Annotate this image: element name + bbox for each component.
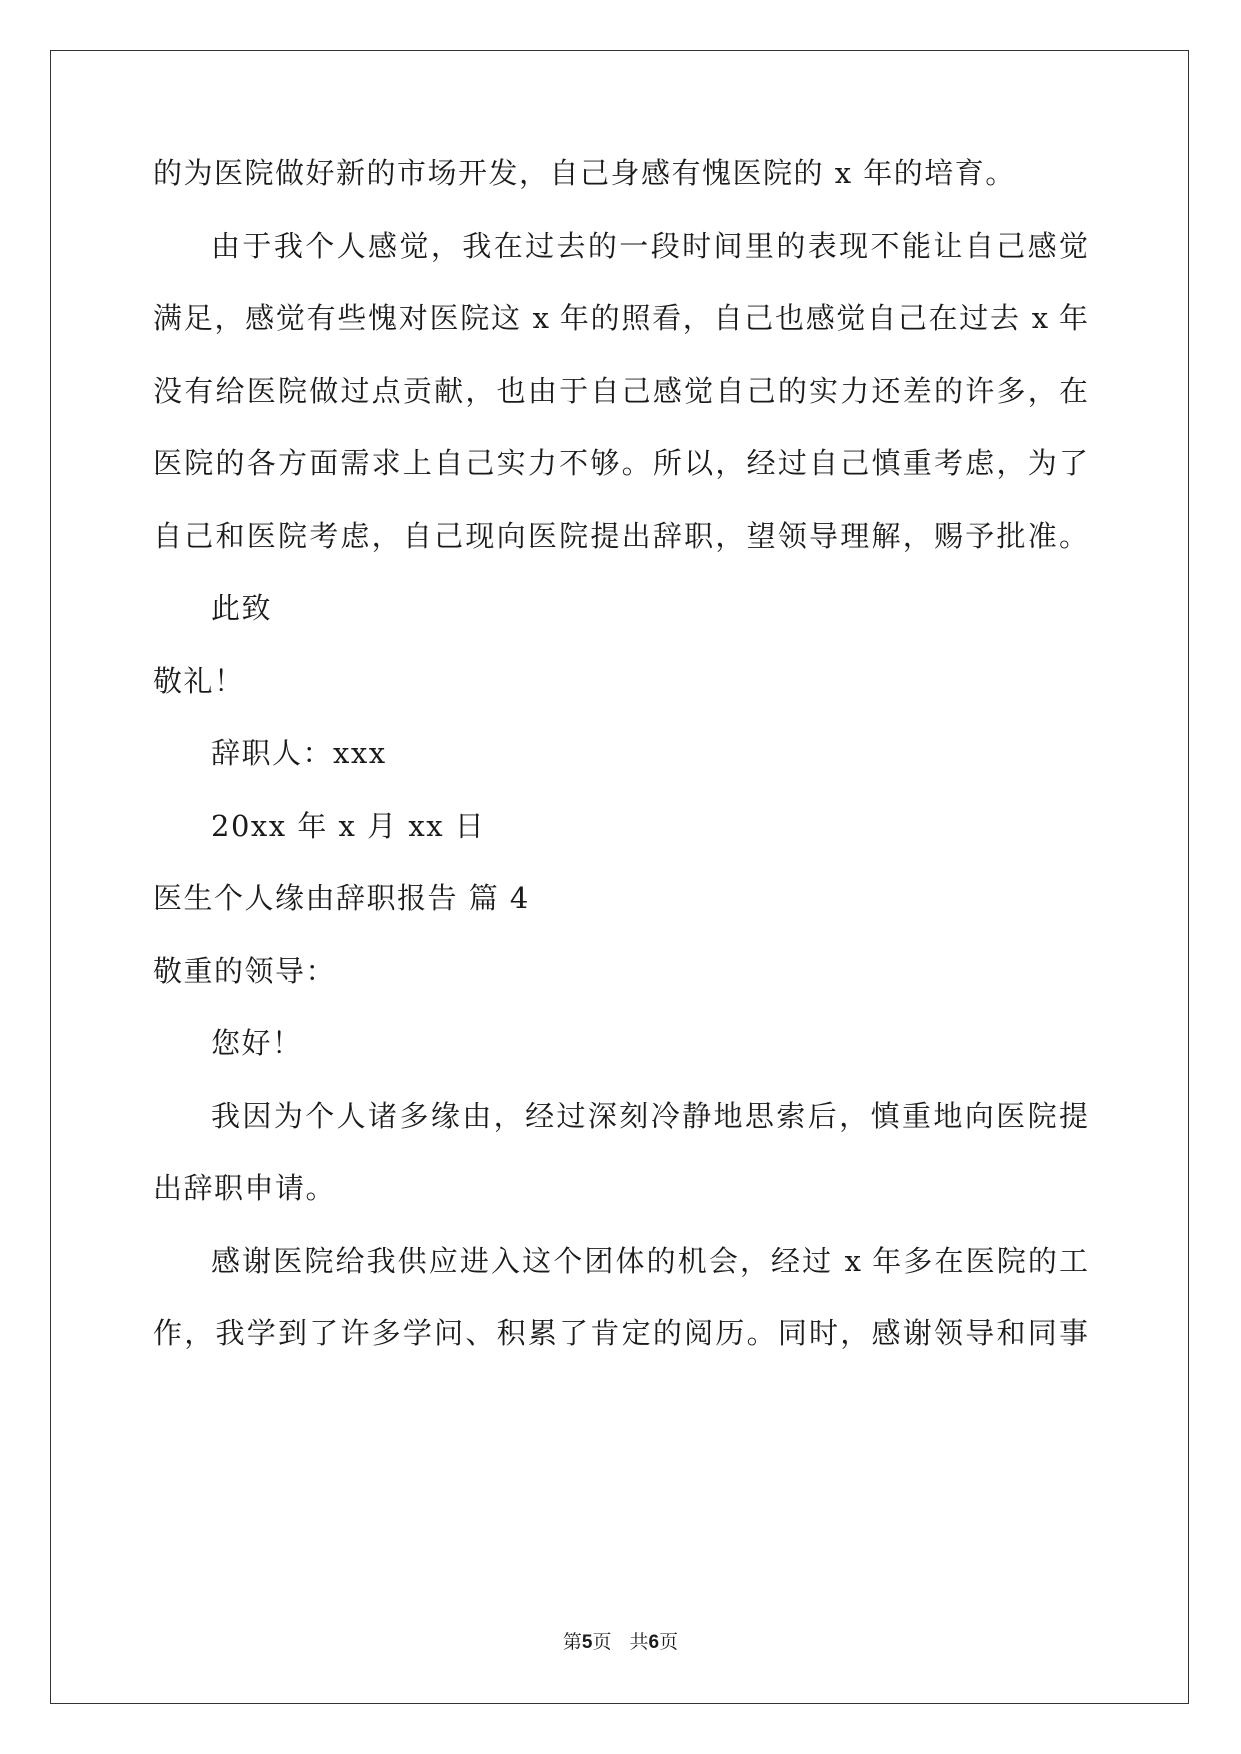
section-heading: 医生个人缘由辞职报告 篇 4	[153, 881, 530, 915]
date-line: 20xx 年 x 月 xx 日	[211, 809, 486, 843]
closing-salutation: 此致	[211, 591, 273, 625]
footer-total-suffix: 页	[659, 1631, 679, 1653]
footer-page-prefix: 第	[562, 1631, 582, 1653]
footer-page-current: 5	[581, 1632, 593, 1653]
greeting-hello: 您好！	[211, 1026, 303, 1060]
text-line-2: 由于我个人感觉，我在过去的一段时间里的表现不能让自己感觉	[211, 229, 1088, 263]
footer-page-suffix: 页	[592, 1631, 612, 1653]
text-line-4: 没有给医院做过点贡献，也由于自己感觉自己的实力还差的许多，在	[153, 374, 1088, 408]
text-line-6: 自己和医院考虑，自己现向医院提出辞职，望领导理解，赐予批准。	[153, 519, 1088, 553]
text-line-3: 满足，感觉有些愧对医院这 x 年的照看，自己也感觉自己在过去 x 年	[153, 301, 1088, 335]
text-line-14: 我因为个人诸多缘由，经过深刻冷静地思索后，慎重地向医院提	[211, 1099, 1088, 1133]
greeting-recipient: 敬重的领导：	[153, 954, 337, 988]
text-line-15: 出辞职申请。	[153, 1171, 337, 1205]
text-line-17: 作，我学到了许多学问、积累了肯定的阅历。同时，感谢领导和同事	[153, 1316, 1088, 1350]
page-footer	[0, 1630, 1241, 1655]
text-line-5: 医院的各方面需求上自己实力不够。所以，经过自己慎重考虑，为了	[153, 446, 1088, 480]
text-line-1: 的为医院做好新的市场开发，自己身感有愧医院的 x 年的培育。	[153, 156, 1016, 190]
footer-total-prefix: 共	[629, 1631, 649, 1653]
closing-regards: 敬礼！	[153, 664, 245, 698]
signature-line: 辞职人：xxx	[211, 736, 387, 770]
footer-page-total: 6	[648, 1632, 660, 1653]
text-line-16: 感谢医院给我供应进入这个团体的机会，经过 x 年多在医院的工	[211, 1244, 1088, 1278]
